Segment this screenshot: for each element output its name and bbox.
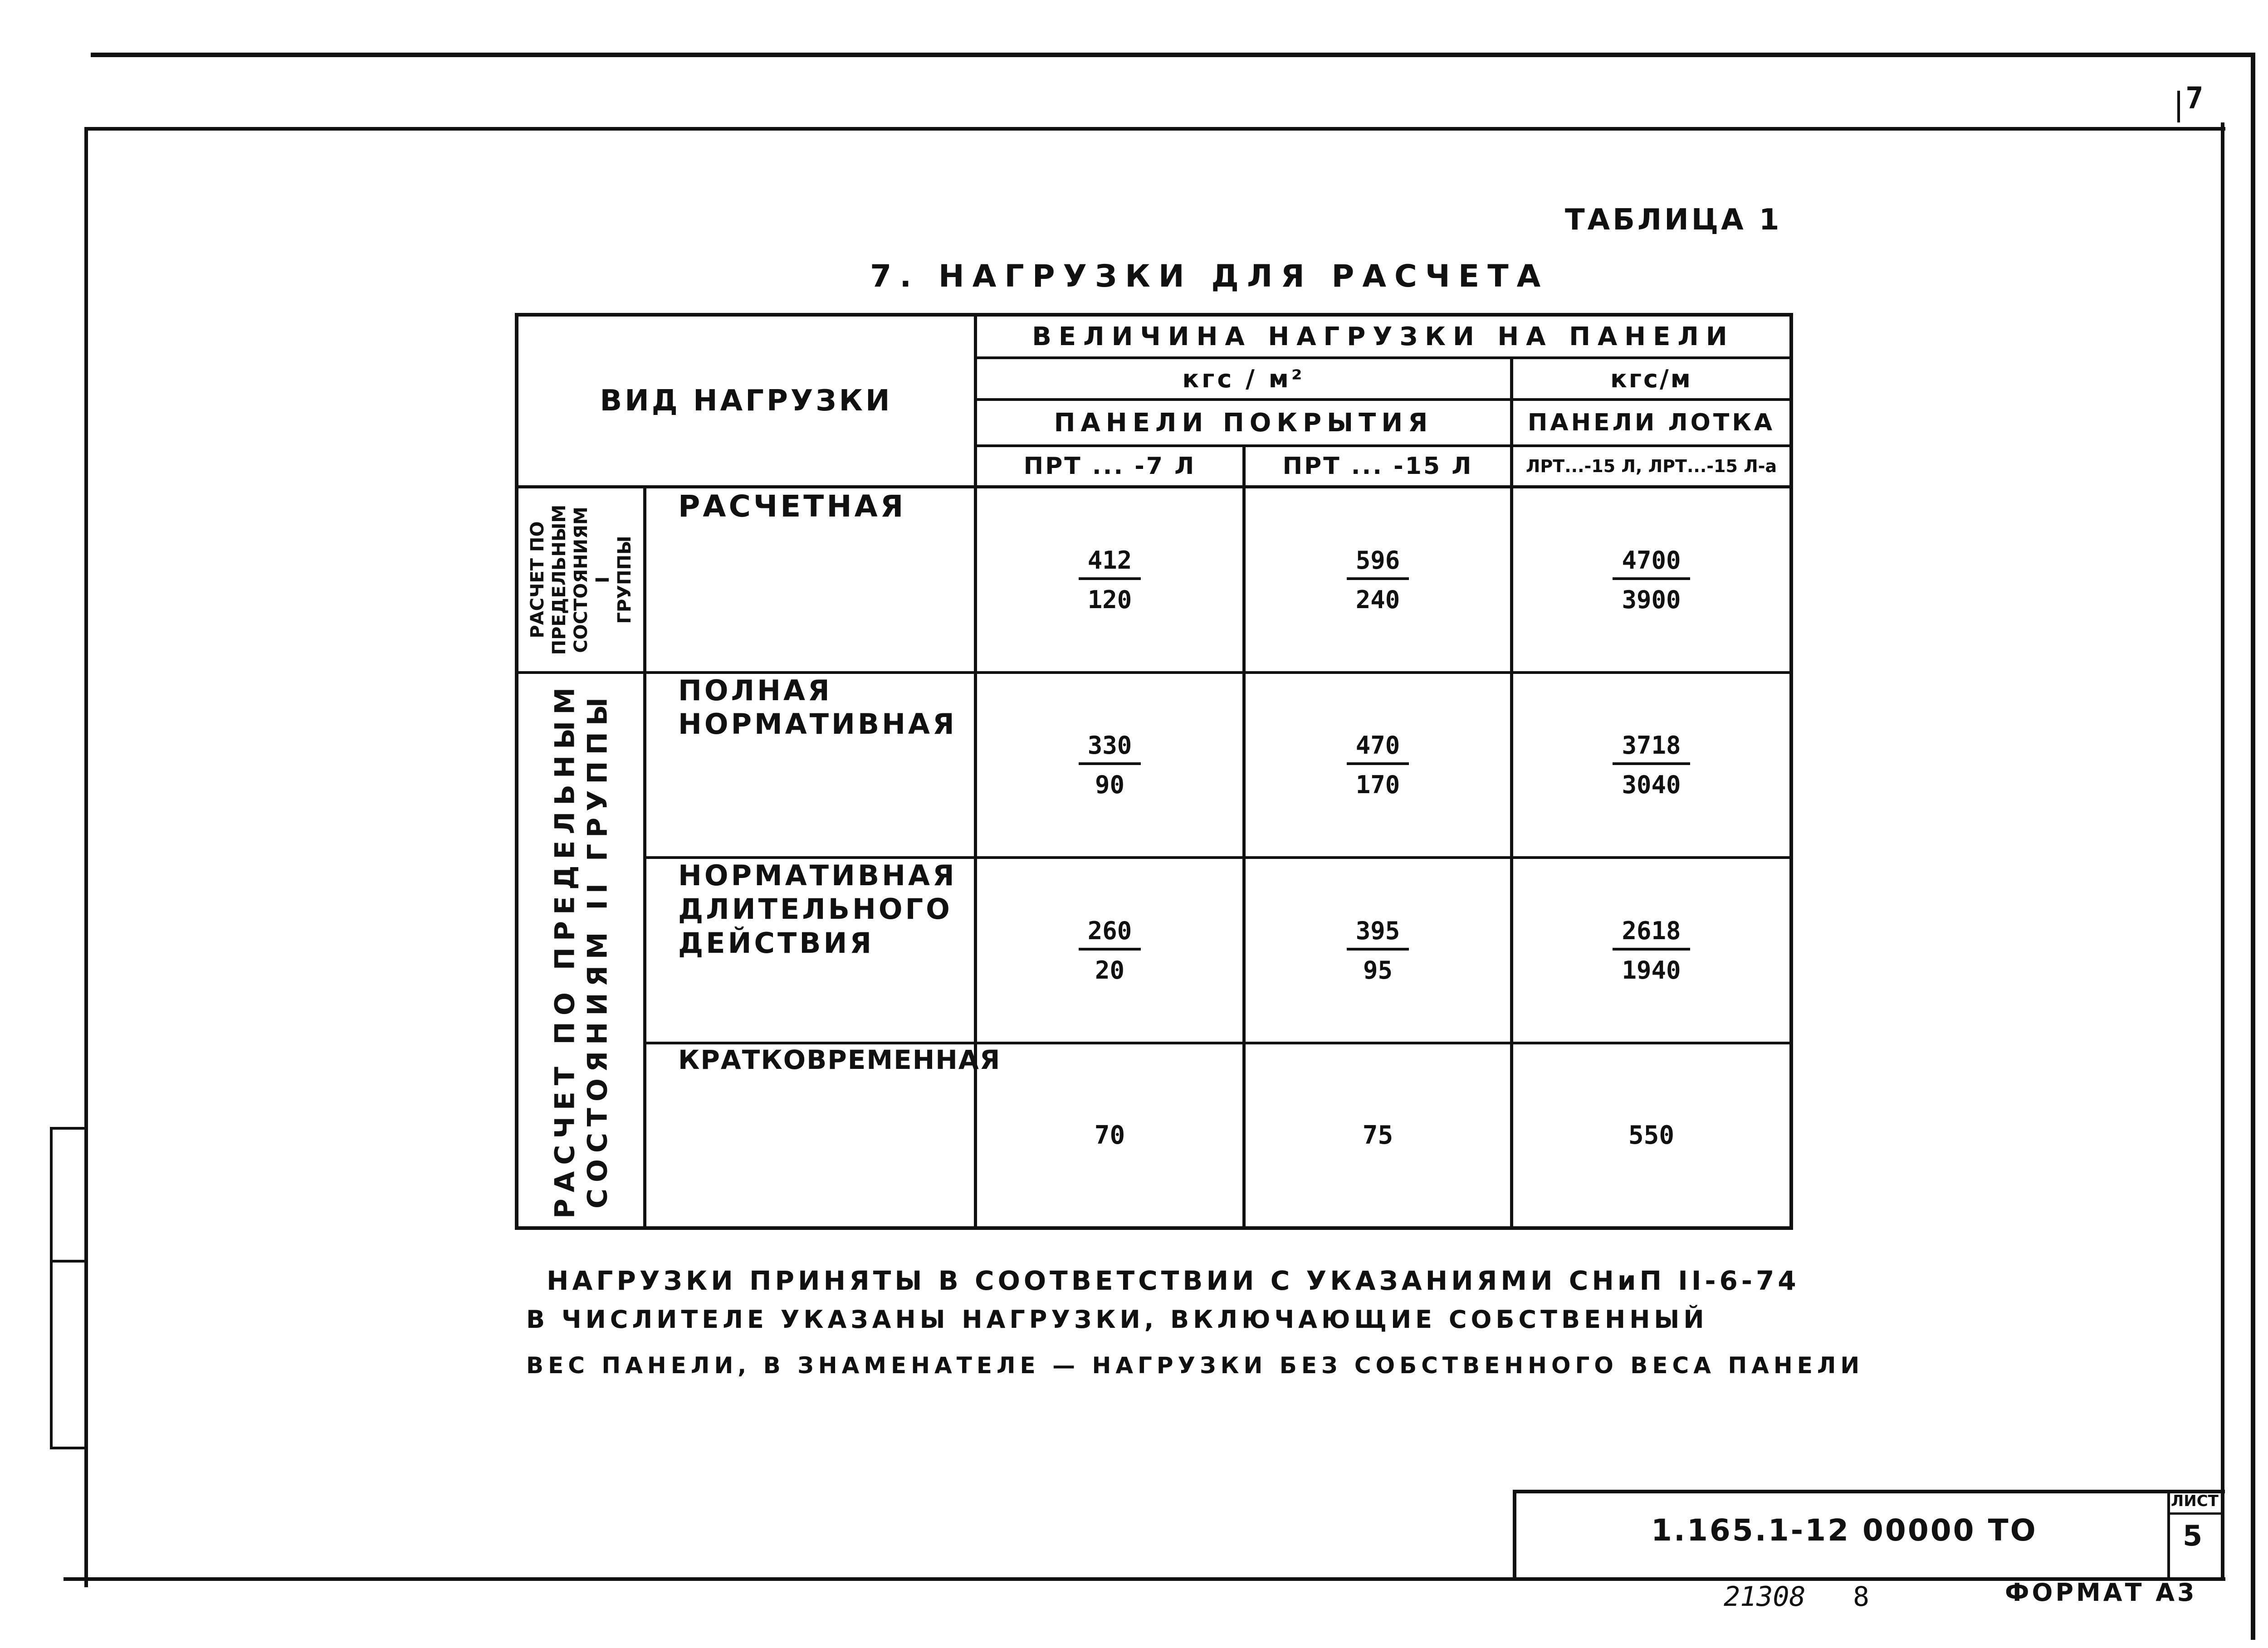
header-col-3: ЛРТ...-15 Л, ЛРТ...-15 Л-а (1525, 456, 1777, 476)
denominator: 240 (1355, 585, 1400, 614)
stamp-top-line (1513, 1490, 2225, 1493)
note-line-3: ВЕС ПАНЕЛИ, В ЗНАМЕНАТЕЛЕ — НАГРУЗКИ БЕЗ СОБСТВЕННОГО ВЕСА ПАНЕЛИ (526, 1352, 1864, 1379)
sheet-corner-number: 7 (2185, 81, 2204, 116)
denominator: 120 (1087, 585, 1132, 614)
grid-v-col2 (1242, 444, 1246, 1230)
row-label-full-normative (646, 674, 974, 856)
fraction (1613, 917, 1690, 985)
group-1-line-1: РАСЧЕТ ПО (527, 521, 548, 639)
note-line-2: В ЧИСЛИТЕЛЕ УКАЗАНЫ НАГРУЗКИ, ВКЛЮЧАЮЩИЕ СОБСТВЕННЫЙ (526, 1305, 1708, 1334)
group-2-label (518, 674, 643, 1226)
row-label-long-term (646, 859, 974, 1042)
fraction (1079, 917, 1141, 985)
fraction (1347, 917, 1409, 985)
numerator: 3718 (1613, 731, 1690, 765)
bottom-border (64, 1577, 2225, 1581)
denominator: 90 (1095, 770, 1124, 799)
group-1-line-2: ПРЕДЕЛЬНЫМ (548, 504, 570, 655)
row-2-col-2 (1246, 674, 1510, 856)
inner-right-border (2221, 122, 2224, 1580)
group-1-label (518, 488, 643, 671)
numerator: 412 (1079, 546, 1141, 580)
stamp-sheet-divider (2167, 1490, 2170, 1580)
numerator: 395 (1347, 917, 1409, 951)
corner-number-tick (2177, 91, 2180, 122)
row-label-short-term (646, 1044, 1001, 1226)
inner-top-border (84, 127, 2225, 131)
row-4-col-2: 75 (1362, 1121, 1393, 1150)
document-code: 1.165.1-12 00000 ТО (1651, 1513, 2038, 1548)
margin-stub-bot (50, 1447, 86, 1449)
group-1-line-4: I (592, 576, 613, 583)
group-2-line-2: СОСТОЯНИЯМ II ГРУППЫ (582, 691, 613, 1209)
header-load-type: ВИД НАГРУЗКИ (600, 384, 893, 418)
table-caption: ТАБЛИЦА 1 (1565, 203, 1782, 237)
header-magnitude: ВЕЛИЧИНА НАГРУЗКИ НА ПАНЕЛИ (1032, 322, 1735, 351)
group-1-line-3: СОСТОЯНИЯМ (570, 507, 591, 653)
denominator: 95 (1363, 956, 1393, 985)
fraction (1613, 731, 1690, 799)
numerator: 4700 (1613, 546, 1690, 580)
row-2-label-line-1: ПОЛНАЯ (678, 674, 832, 707)
sheet-label: ЛИСТ (2171, 1492, 2219, 1510)
row-label-design (646, 488, 974, 671)
page-title: 7. НАГРУЗКИ ДЛЯ РАСЧЕТА (870, 258, 1549, 294)
table-border-right (1789, 313, 1793, 1230)
numerator: 596 (1347, 546, 1409, 580)
header-unit-linear: кгс/м (1610, 364, 1692, 393)
denominator: 1940 (1622, 956, 1681, 985)
note-line-1: НАГРУЗКИ ПРИНЯТЫ В СООТВЕТСТВИИ С УКАЗАНИЯМИ СНиП II-6-74 (547, 1265, 1800, 1296)
grid-v-group (643, 485, 646, 1230)
right-outer-border (2251, 53, 2255, 1640)
row-3-col-3 (1513, 859, 1789, 1042)
fraction (1079, 546, 1141, 614)
row-1-label-line: РАСЧЕТНАЯ (678, 489, 906, 524)
row-3-label-line-3: ДЕЙСТВИЯ (678, 926, 875, 960)
grid-v-col1 (974, 313, 977, 1230)
fraction (1079, 731, 1141, 799)
top-border-short (91, 54, 526, 56)
margin-stub-mid (50, 1260, 86, 1263)
row-4-col-1: 70 (1094, 1121, 1125, 1150)
group-1-line-5: ГРУППЫ (614, 536, 635, 624)
denominator: 20 (1095, 956, 1124, 985)
row-4-label-line: КРАТКОВРЕМЕННАЯ (678, 1044, 1001, 1075)
denominator: 170 (1355, 770, 1400, 799)
row-3-col-1 (977, 859, 1242, 1042)
table-border-top (515, 313, 1793, 317)
denominator: 3040 (1622, 770, 1681, 799)
numerator: 470 (1347, 731, 1409, 765)
row-2-label-line-2: НОРМАТИВНАЯ (678, 707, 957, 741)
header-roof-panels: ПАНЕЛИ ПОКРЫТИЯ (1054, 408, 1433, 438)
stamp-left-line (1513, 1490, 1516, 1580)
loads-table (515, 313, 1793, 1230)
fraction (1347, 546, 1409, 614)
denominator: 3900 (1622, 585, 1681, 614)
row-2-col-3 (1513, 674, 1789, 856)
fraction (1613, 546, 1690, 614)
row-1-col-1 (977, 488, 1242, 671)
header-col-2: ПРТ ... -15 Л (1282, 453, 1473, 480)
grid-h-header-end (515, 485, 1793, 488)
numerator: 2618 (1613, 917, 1690, 951)
copy-number: 8 (1853, 1581, 1870, 1613)
fraction (1347, 731, 1409, 799)
paper-format: ФОРМАТ А3 (2005, 1578, 2197, 1607)
stamp-sheet-hline (2167, 1512, 2224, 1515)
row-3-label-line-2: ДЛИТЕЛЬНОГО (678, 892, 953, 926)
row-1-col-2 (1246, 488, 1510, 671)
row-1-col-3 (1513, 488, 1789, 671)
header-col-1: ПРТ ... -7 Л (1023, 453, 1196, 480)
row-3-col-2 (1246, 859, 1510, 1042)
inner-left-border (84, 127, 88, 1587)
margin-stub-left (50, 1127, 53, 1449)
header-tray-panels: ПАНЕЛИ ЛОТКА (1527, 409, 1775, 436)
row-3-label-line-1: НОРМАТИВНАЯ (678, 859, 957, 892)
row-2-col-1 (977, 674, 1242, 856)
header-unit-area: кгс / м² (1182, 364, 1305, 393)
row-4-col-3: 550 (1628, 1121, 1675, 1150)
table-border-left (515, 313, 518, 1230)
numerator: 260 (1079, 917, 1141, 951)
numerator: 330 (1079, 731, 1141, 765)
sheet-number: 5 (2183, 1519, 2203, 1552)
table-border-bottom (515, 1226, 1793, 1230)
group-2-line-1: РАСЧЕТ ПО ПРЕДЕЛЬНЫМ (549, 681, 581, 1219)
margin-stub-top (50, 1127, 86, 1130)
inventory-number: 21308 (1724, 1581, 1806, 1613)
